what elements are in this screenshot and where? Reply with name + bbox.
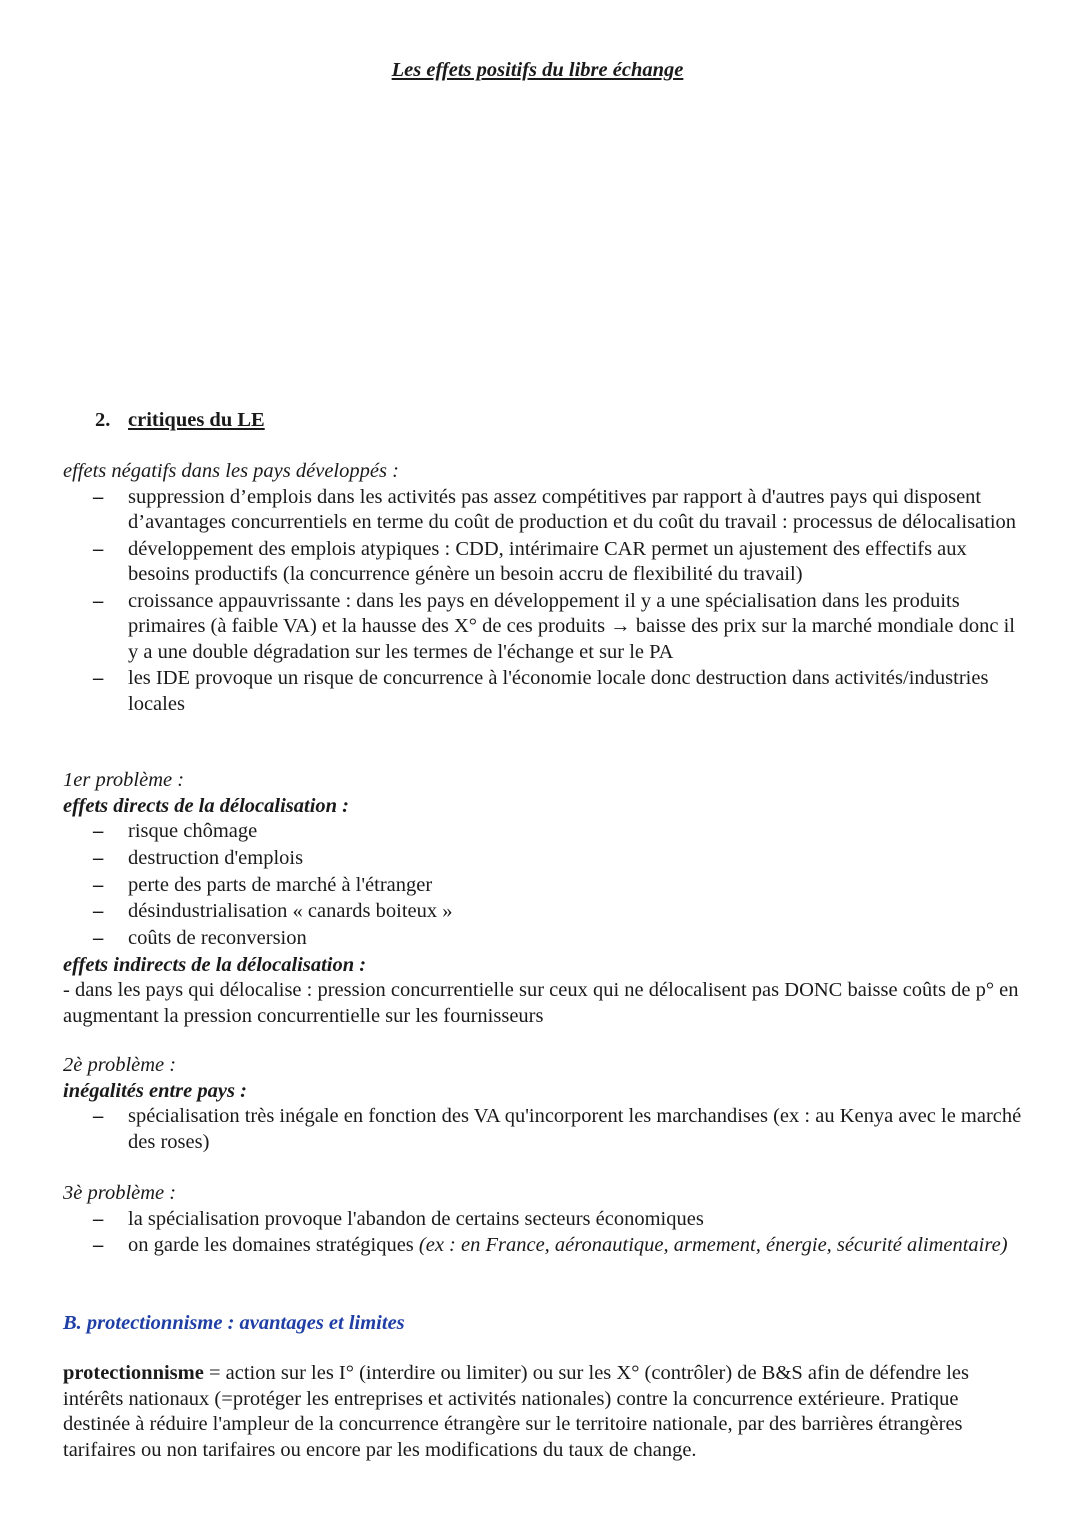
list-item: – la spécialisation provoque l'abandon de certains secteurs économiques bbox=[63, 1207, 1023, 1233]
section-number: 2. bbox=[95, 409, 111, 431]
list-item: – spécialisation très inégale en fonction des VA qu'incorporent les marchandises (ex : au Kenya avec le marché des roses) bbox=[63, 1104, 1023, 1155]
direct-effects-heading: effets directs de la délocalisation : bbox=[63, 794, 349, 817]
probleme2-block bbox=[63, 1053, 1023, 1155]
indirect-effects-heading: effets indirects de la délocalisation : bbox=[63, 953, 367, 976]
list-item: – destruction d'emplois bbox=[63, 846, 1023, 872]
inequality-heading: inégalités entre pays : bbox=[63, 1079, 247, 1102]
list-item: – risque chômage bbox=[63, 819, 1023, 845]
list-item bbox=[63, 1233, 1023, 1259]
probleme2-label: 2è problème : bbox=[63, 1054, 177, 1076]
definition-text: = action sur les I° (interdire ou limiter) ou sur les X° (contrôler) de B&S afin de défendre les intérêts nationaux (=protéger les entreprises et activités nationales) contre la concurrence extérieure. Pratique destinée à réduire l'ampleur de la concurrence étrangère sur le territoire nationale, par des barrières étrangères tarifaires ou non tarifaires ou encore par les modifications du taux de change. bbox=[63, 1362, 969, 1461]
list-item: – croissance appauvrissante : dans les pays en développement il y a une spécialisation dans les produits primaires (à faible VA) et la hausse des X° de ces produits → baisse des prix sur la marché mondiale donc il y a une double dégradation sur les termes de l'échange et sur le PA bbox=[63, 589, 1023, 666]
definition-term: protectionnisme bbox=[63, 1362, 204, 1384]
probleme1-block bbox=[63, 768, 1023, 1029]
list-item: – coûts de reconversion bbox=[63, 926, 1023, 952]
list-item: – suppression d’emplois dans les activités pas assez compétitives par rapport à d'autres pays qui disposent d’avantages concurrentiels en terme du coût de production et du coût du travail : processus de délocalisation bbox=[63, 485, 1023, 536]
probleme3-label: 3è problème : bbox=[63, 1182, 177, 1204]
list-item: – désindustrialisation « canards boiteux » bbox=[63, 899, 1023, 925]
definition-paragraph bbox=[63, 1361, 1028, 1463]
indirect-effects-text: - dans les pays qui délocalise : pression concurrentielle sur ceux qui ne délocalisent pas DONC baisse coûts de p° en augmentant la pression concurrentielle sur les fournisseurs bbox=[63, 979, 1019, 1027]
probleme1-label: 1er problème : bbox=[63, 769, 185, 791]
inequality-list bbox=[63, 1104, 1023, 1155]
list-item: – développement des emplois atypiques : CDD, intérimaire CAR permet un ajustement des effectifs aux besoins productifs (la concurrence génère un besoin accru de flexibilité du travail) bbox=[63, 537, 1023, 588]
negative-effects-list bbox=[63, 485, 1023, 718]
page-title: Les effets positifs du libre échange bbox=[391, 59, 684, 81]
direct-effects-list bbox=[63, 819, 1023, 952]
list-item: – les IDE provoque un risque de concurrence à l'économie locale donc destruction dans activités/industries locales bbox=[63, 666, 1023, 717]
probleme3-block bbox=[63, 1181, 1023, 1259]
section-label: critiques du LE bbox=[128, 409, 265, 431]
list-item-example: (ex : en France, aéronautique, armement, énergie, sécurité alimentaire) bbox=[418, 1234, 1008, 1256]
list-item-text: on garde les domaines stratégiques bbox=[128, 1234, 419, 1256]
section-heading-protectionnisme: B. protectionnisme : avantages et limites bbox=[63, 1312, 405, 1334]
negative-effects-block bbox=[63, 459, 1023, 717]
negative-effects-heading: effets négatifs dans les pays développés : bbox=[63, 460, 399, 482]
list-item: – perte des parts de marché à l'étranger bbox=[63, 873, 1023, 899]
section-heading-critiques bbox=[95, 408, 265, 434]
probleme3-list bbox=[63, 1207, 1023, 1259]
